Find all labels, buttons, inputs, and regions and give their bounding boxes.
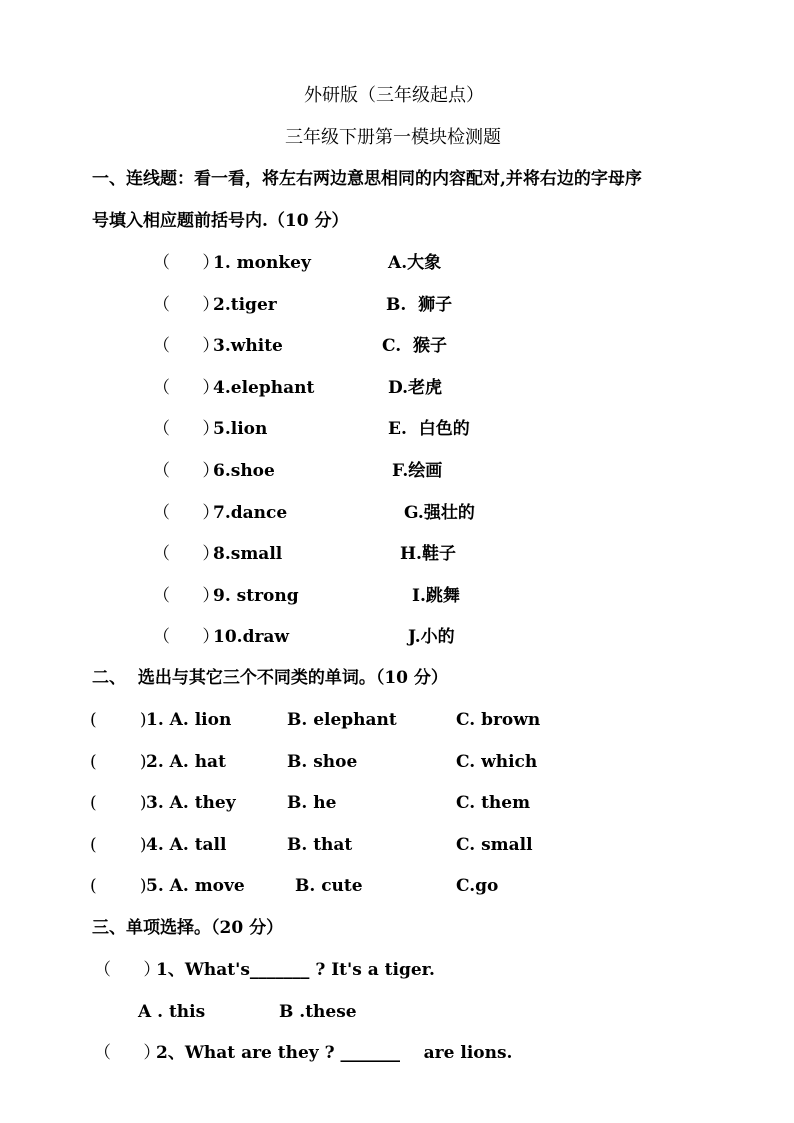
- answer-bracket[interactable]: ( ): [90, 751, 147, 772]
- match-left-item: 6.shoe: [213, 461, 275, 481]
- option-b: B. cute: [295, 876, 363, 896]
- option-b: B. shoe: [287, 751, 358, 772]
- match-right-item: G.强壮的: [404, 502, 475, 523]
- option-c: C. brown: [456, 710, 541, 730]
- match-right-item: F.绘画: [392, 461, 443, 481]
- option-b: B. that: [287, 834, 353, 855]
- section3-heading: 三、单项选择。（20 分）: [92, 918, 284, 938]
- option-a: 5. A. move: [146, 876, 245, 896]
- option-a: 2. A. hat: [146, 751, 226, 772]
- answer-bracket[interactable]: （ ）: [153, 627, 220, 648]
- section2-heading: 二、 选出与其它三个不同类的单词。（10 分）: [92, 668, 448, 688]
- match-right-item: H.鞋子: [400, 544, 456, 565]
- match-right-item: J.小的: [408, 627, 455, 648]
- answer-bracket[interactable]: （ ）: [153, 419, 220, 440]
- answer-bracket[interactable]: （ ）: [153, 294, 220, 315]
- option-c: C. them: [456, 793, 531, 813]
- match-left-item: 3.white: [213, 336, 283, 357]
- option-c: C. which: [456, 751, 538, 772]
- answer-bracket[interactable]: （ ）: [153, 336, 220, 357]
- match-left-item: 8.small: [213, 544, 283, 565]
- title-exam: 三年级下册第一模块检测题: [285, 127, 501, 148]
- question-text: 1、What's_______ ? It's a tiger.: [156, 960, 435, 980]
- answer-bracket[interactable]: （ ）: [153, 461, 220, 481]
- option-c: C. small: [456, 834, 533, 855]
- option-b: B. he: [287, 793, 337, 813]
- option-a: 1. A. lion: [146, 710, 232, 730]
- option-a: 4. A. tall: [146, 834, 227, 855]
- answer-bracket[interactable]: ( ): [90, 793, 147, 813]
- section1-heading: 一、连线题：看一看，将左右两边意思相同的内容配对,并将右边的字母序: [92, 169, 642, 189]
- answer-bracket[interactable]: ( ): [90, 834, 147, 855]
- option-b: B. elephant: [287, 710, 397, 730]
- match-right-item: A.大象: [388, 253, 442, 273]
- match-left-item: 2.tiger: [213, 294, 277, 315]
- answer-bracket[interactable]: ( ): [90, 710, 147, 730]
- option-b: B .these: [279, 1002, 357, 1022]
- match-right-item: E. 白色的: [388, 419, 470, 440]
- match-right-item: B. 狮子: [386, 294, 453, 315]
- title-publisher: 外研版（三年级起点）: [304, 85, 484, 106]
- answer-bracket[interactable]: ( ): [90, 876, 147, 896]
- match-right-item: I.跳舞: [412, 585, 460, 606]
- match-left-item: 4.elephant: [213, 377, 315, 398]
- answer-bracket[interactable]: （ ）: [153, 585, 220, 606]
- section1-heading-cont: 号填入相应题前括号内.（10 分）: [92, 211, 349, 231]
- option-c: C.go: [456, 876, 499, 896]
- option-a: 3. A. they: [146, 793, 236, 813]
- option-a: A . this: [138, 1002, 206, 1022]
- question-text: 2、What are they ? _______ are lions.: [156, 1043, 513, 1063]
- answer-bracket[interactable]: （ ）: [153, 377, 220, 398]
- match-left-item: 9. strong: [213, 585, 299, 606]
- answer-bracket[interactable]: （ ）: [94, 960, 161, 980]
- match-left-item: 7.dance: [213, 502, 288, 523]
- match-left-item: 5.lion: [213, 419, 268, 440]
- answer-bracket[interactable]: （ ）: [153, 544, 220, 565]
- answer-bracket[interactable]: （ ）: [94, 1043, 161, 1063]
- answer-bracket[interactable]: （ ）: [153, 253, 220, 273]
- match-right-item: C. 猴子: [382, 336, 447, 357]
- match-left-item: 1. monkey: [213, 253, 311, 273]
- match-left-item: 10.draw: [213, 627, 290, 648]
- answer-bracket[interactable]: （ ）: [153, 502, 220, 523]
- match-right-item: D.老虎: [388, 377, 443, 398]
